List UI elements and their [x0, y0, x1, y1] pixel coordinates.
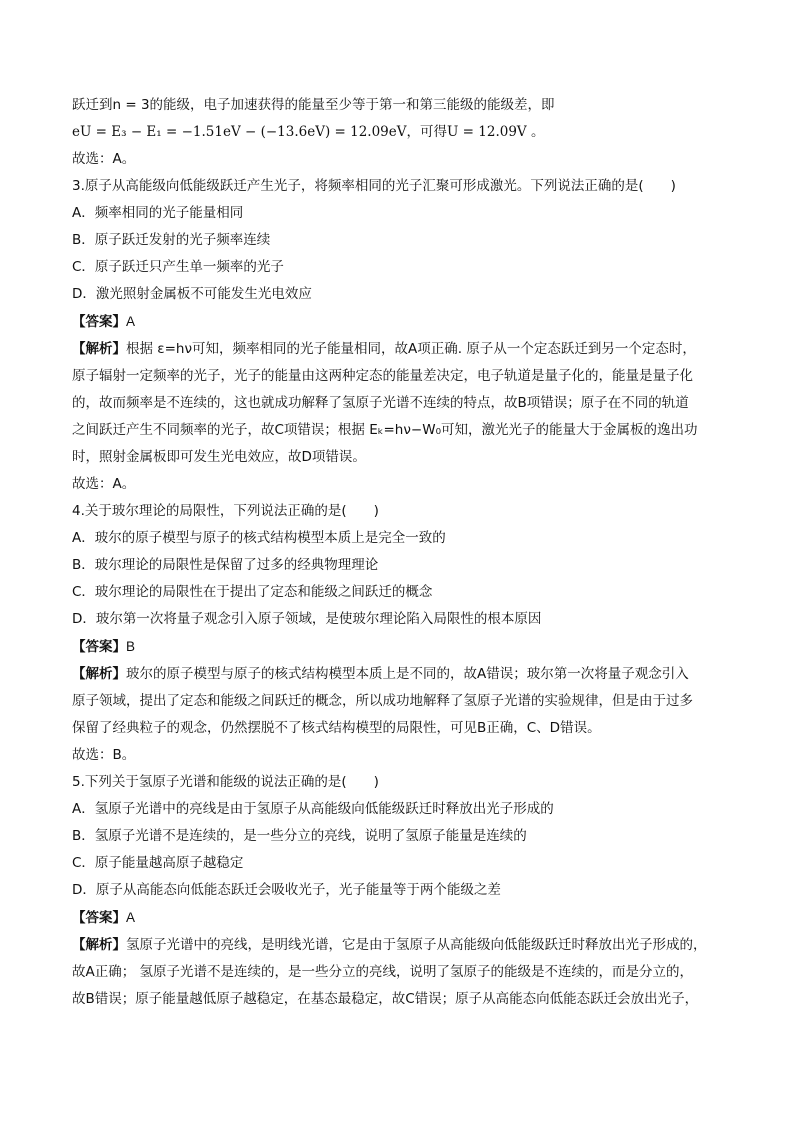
q3-analysis-line-5: 时，照射金属板即可发生光电效应，故D项错误。	[72, 449, 366, 465]
q3-answer	[72, 308, 744, 336]
q4-analysis-tag: 【解析】	[72, 666, 126, 682]
q4-answer-value: B	[126, 639, 136, 654]
q3-analysis-text-1: 根据 ε=hν可知，频率相同的光子能量相同，故A项正确. 原子从一个定态跃迁到另一个定态时，	[126, 341, 696, 357]
q3-option-b: B．原子跃迁发射的光子频率连续	[72, 232, 271, 248]
q4-option-c: C．玻尔理论的局限性在于提出了定态和能级之间跃迁的概念	[72, 584, 433, 600]
q5-answer	[72, 904, 744, 932]
q5-option-a: A．氢原子光谱中的亮线是由于氢原子从高能级向低能级跃迁时释放出光子形成的	[72, 801, 554, 817]
q4-analysis-line-2: 原子领域，提出了定态和能级之间跃迁的概念，所以成功地解释了氢原子光谱的实验规律，但是由于过多	[72, 693, 693, 709]
q4-option-a: A．玻尔的原子模型与原子的核式结构模型本质上是完全一致的	[72, 530, 446, 546]
q3-option-a: A．频率相同的光子能量相同	[72, 205, 244, 221]
q5-option-b: B．氢原子光谱不是连续的，是一些分立的亮线，说明了氢原子能量是连续的	[72, 828, 527, 844]
q4-stem: 4.关于玻尔理论的局限性，下列说法正确的是( )	[72, 503, 379, 519]
q3-analysis-line-1	[72, 336, 744, 363]
q3-choice: 故选：A。	[72, 476, 136, 492]
q5-analysis-line-2: 故A正确； 氢原子光谱不是连续的，是一些分立的亮线，说明了氢原子的能级是不连续的，而是分立的，	[72, 964, 694, 980]
q3-option-c: C．原子跃迁只产生单一频率的光子	[72, 259, 284, 275]
q3-analysis-tag: 【解析】	[72, 341, 126, 357]
q4-analysis-line-3: 保留了经典粒子的观念，仍然摆脱不了核式结构模型的局限性，可见B正确，C、D错误。	[72, 720, 601, 736]
q3-option-d: D．激光照射金属板不可能发生光电效应	[72, 286, 312, 302]
q4-answer-tag: 【答案】	[72, 639, 126, 655]
q5-stem: 5.下列关于氢原子光谱和能级的说法正确的是( )	[72, 774, 379, 790]
q5-analysis-line-3: 故B错误；原子能量越低原子越稳定，在基态最稳定，故C错误；原子从高能态向低能态跃迁会放出光子，	[72, 991, 699, 1007]
q3-answer-value: A	[126, 314, 136, 329]
q5-analysis-text-1: 氢原子光谱中的亮线，是明线光谱，它是由于氢原子从高能级向低能级跃迁时释放出光子形成的，	[126, 937, 707, 953]
q4-analysis-text-1: 玻尔的原子模型与原子的核式结构模型本质上是不同的，故A错误；玻尔第一次将量子观念引入	[126, 666, 689, 682]
q3-analysis-line-4: 之间跃迁产生不同频率的光子，故C项错误；根据 Eₖ=hν−W₀可知，激光光子的能量大于金属板的逸出功	[72, 422, 698, 438]
q4-analysis-line-1	[72, 661, 744, 688]
q5-option-c: C．原子能量越高原子越稳定	[72, 855, 244, 871]
q4-choice: 故选：B。	[72, 747, 136, 763]
q5-answer-value: A	[126, 910, 136, 925]
q4-option-d: D．玻尔第一次将量子观念引入原子领域，是使玻尔理论陷入局限性的根本原因	[72, 611, 542, 627]
q4-answer	[72, 633, 744, 661]
q4-option-b: B．玻尔理论的局限性是保留了过多的经典物理理论	[72, 557, 379, 573]
q5-analysis-line-1	[72, 932, 744, 959]
prev-choice: 故选：A。	[72, 151, 136, 167]
prev-line-1: 跃迁到n = 3的能级，电子加速获得的能量至少等于第一和第三能级的能级差，即	[72, 97, 555, 113]
prev-equation: eU = E₃ − E₁ = −1.51eV − (−13.6eV) = 12.09eV，可得U = 12.09V 。	[72, 124, 545, 140]
q3-analysis-line-2: 原子辐射一定频率的光子，光子的能量由这两种定态的能量差决定，电子轨道是量子化的，能量是量子化	[72, 368, 693, 384]
q3-answer-tag: 【答案】	[72, 314, 126, 330]
q3-stem: 3.原子从高能级向低能级跃迁产生光子，将频率相同的光子汇聚可形成激光。下列说法正确的是( )	[72, 178, 676, 194]
q5-answer-tag: 【答案】	[72, 910, 126, 926]
q5-analysis-tag: 【解析】	[72, 937, 126, 953]
q3-analysis-line-3: 的，故而频率是不连续的，这也就成功解释了氢原子光谱不连续的特点，故B项错误；原子在不同的轨道	[72, 395, 689, 411]
document-page	[72, 92, 744, 1013]
q5-option-d: D．原子从高能态向低能态跃迁会吸收光子，光子能量等于两个能级之差	[72, 882, 501, 898]
